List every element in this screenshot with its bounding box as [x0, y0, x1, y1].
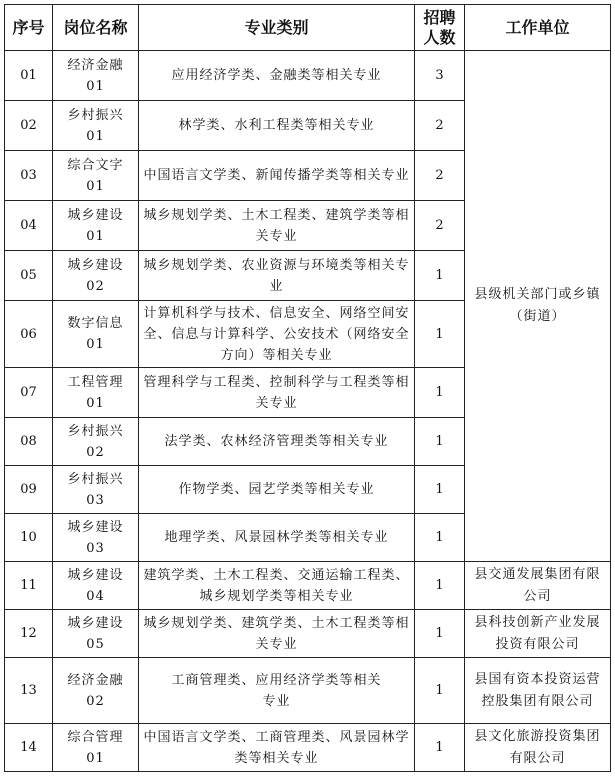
cell-position: 工程管理01 [53, 368, 139, 418]
cell-no: 08 [5, 418, 53, 466]
cell-count: 2 [415, 201, 465, 251]
cell-count: 1 [415, 466, 465, 514]
cell-position: 城乡建设05 [53, 610, 139, 658]
cell-unit-merged: 县级机关部门或乡镇（街道） [465, 51, 611, 562]
cell-position: 城乡建设02 [53, 251, 139, 301]
cell-no: 01 [5, 51, 53, 101]
cell-major: 工商管理类、应用经济学类等相关专业 [139, 658, 415, 724]
cell-no: 07 [5, 368, 53, 418]
cell-unit: 县文化旅游投资集团有限公司 [465, 724, 611, 772]
cell-position: 数字信息01 [53, 301, 139, 368]
cell-major: 城乡规划学类、土木工程类、建筑学类等相关专业 [139, 201, 415, 251]
table-row [5, 658, 611, 724]
cell-count: 2 [415, 101, 465, 151]
header-count: 招聘人数 [415, 5, 465, 51]
cell-major: 林学类、水利工程类等相关专业 [139, 101, 415, 151]
cell-count: 1 [415, 610, 465, 658]
cell-no: 02 [5, 101, 53, 151]
cell-no: 03 [5, 151, 53, 201]
cell-no: 10 [5, 514, 53, 562]
cell-count: 1 [415, 301, 465, 368]
cell-no: 14 [5, 724, 53, 772]
cell-no: 04 [5, 201, 53, 251]
cell-unit: 县交通发展集团有限公司 [465, 562, 611, 610]
recruitment-table [4, 4, 611, 772]
cell-position: 综合文字01 [53, 151, 139, 201]
cell-position: 乡村振兴03 [53, 466, 139, 514]
cell-major: 中国语言文学类、新闻传播学类等相关专业 [139, 151, 415, 201]
cell-count: 1 [415, 418, 465, 466]
header-major: 专业类别 [139, 5, 415, 51]
cell-unit: 县国有资本投资运营控股集团有限公司 [465, 658, 611, 724]
cell-major: 城乡规划学类、建筑学类、土木工程类等相关专业 [139, 610, 415, 658]
cell-position: 乡村振兴01 [53, 101, 139, 151]
header-no: 序号 [5, 5, 53, 51]
cell-no: 09 [5, 466, 53, 514]
cell-no: 13 [5, 658, 53, 724]
cell-count: 1 [415, 562, 465, 610]
cell-count: 1 [415, 658, 465, 724]
cell-count: 1 [415, 368, 465, 418]
header-position: 岗位名称 [53, 5, 139, 51]
cell-major: 城乡规划学类、农业资源与环境类等相关专业 [139, 251, 415, 301]
cell-major: 应用经济学类、金融类等相关专业 [139, 51, 415, 101]
cell-major: 管理科学与工程类、控制科学与工程类等相关专业 [139, 368, 415, 418]
cell-position: 综合管理01 [53, 724, 139, 772]
cell-position: 城乡建设01 [53, 201, 139, 251]
cell-position: 经济金融01 [53, 51, 139, 101]
header-row [5, 5, 611, 51]
cell-major: 建筑学类、土木工程类、交通运输工程类、城乡规划学类等相关专业 [139, 562, 415, 610]
cell-position: 城乡建设03 [53, 514, 139, 562]
cell-count: 1 [415, 724, 465, 772]
table-row [5, 610, 611, 658]
cell-unit: 县科技创新产业发展投资有限公司 [465, 610, 611, 658]
cell-count: 1 [415, 251, 465, 301]
cell-count: 3 [415, 51, 465, 101]
cell-position: 乡村振兴02 [53, 418, 139, 466]
header-unit: 工作单位 [465, 5, 611, 51]
table-row [5, 562, 611, 610]
cell-major: 中国语言文学类、工商管理类、风景园林学类等相关专业 [139, 724, 415, 772]
cell-count: 2 [415, 151, 465, 201]
cell-major: 地理学类、风景园林学类等相关专业 [139, 514, 415, 562]
cell-major: 计算机科学与技术、信息安全、网络空间安全、信息与计算科学、公安技术（网络安全方向）等相关专业 [139, 301, 415, 368]
cell-no: 11 [5, 562, 53, 610]
cell-position: 城乡建设04 [53, 562, 139, 610]
cell-no: 06 [5, 301, 53, 368]
cell-major: 法学类、农林经济管理类等相关专业 [139, 418, 415, 466]
cell-count: 1 [415, 514, 465, 562]
cell-no: 12 [5, 610, 53, 658]
table-row [5, 51, 611, 101]
cell-no: 05 [5, 251, 53, 301]
table-row [5, 724, 611, 772]
cell-major: 作物学类、园艺学类等相关专业 [139, 466, 415, 514]
cell-position: 经济金融02 [53, 658, 139, 724]
